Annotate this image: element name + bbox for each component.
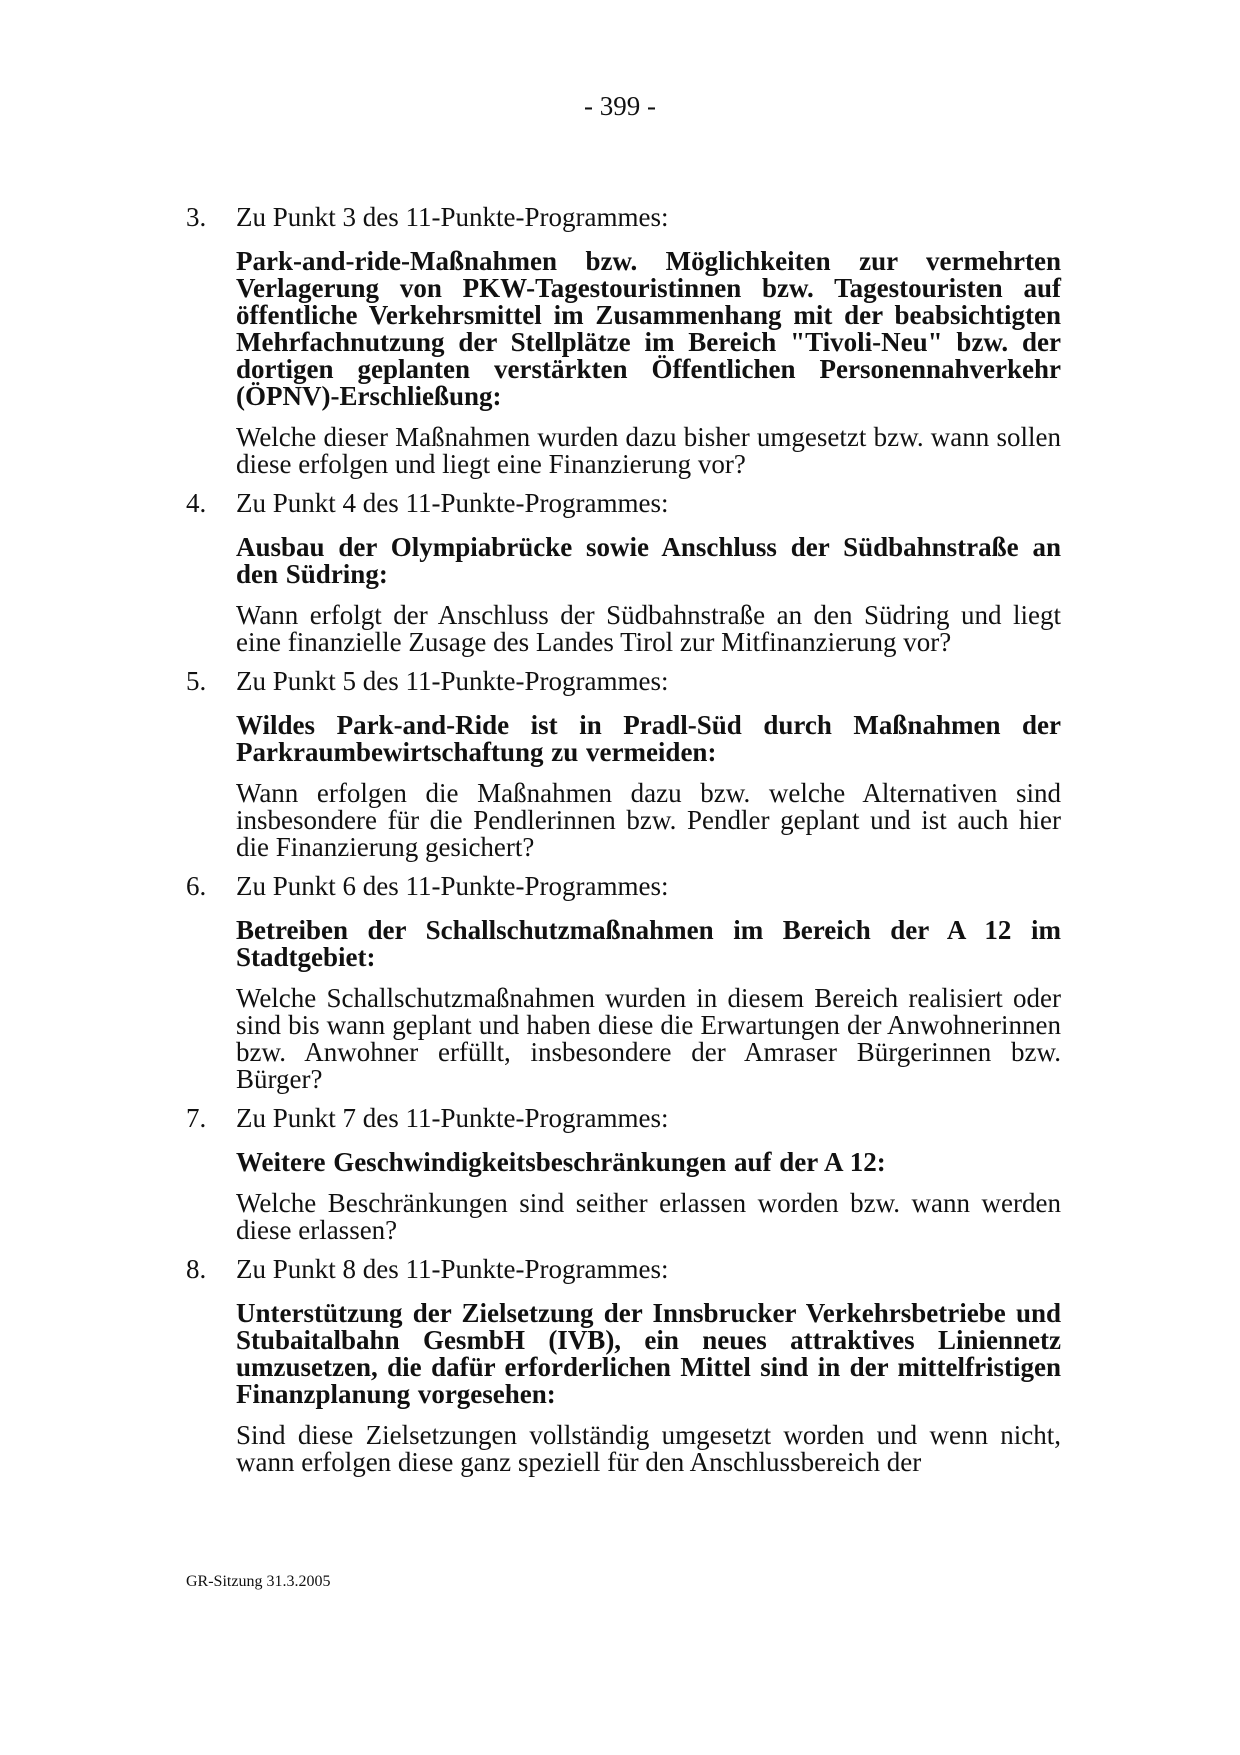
footer-session-date: GR-Sitzung 31.3.2005 <box>186 1573 331 1590</box>
item-topic: Betreiben der Schallschutzmaßnahmen im Bereich der A 12 im Stadtgebiet: <box>236 915 1061 972</box>
item-number: 7. <box>186 1103 207 1133</box>
item-list <box>186 204 1061 1488</box>
item-number: 8. <box>186 1254 207 1284</box>
item-question: Wann erfolgt der Anschluss der Südbahnstraße an den Südring und liegt eine finanzielle Zusage des Landes Tirol zur Mitfinanzierung vor? <box>236 600 1061 657</box>
item-topic: Unterstützung der Zielsetzung der Innsbrucker Verkehrsbetriebe und Stubaitalbahn GesmbH (IVB), ein neues attraktives Liniennetz umzusetzen, die dafür erforderlichen Mittel sind in der mittelfristigen Finanzplanung vorgesehen: <box>236 1298 1061 1409</box>
list-item-3 <box>186 204 1061 478</box>
item-topic: Park-and-ride-Maßnahmen bzw. Möglichkeiten zur vermehrten Verlagerung von PKW-Tagestouristinnen bzw. Tagestouristen auf öffentliche Verkehrsmittel im Zusammenhang mit der beabsichtigten Mehrfachnutzung der Stellplätze im Bereich "Tivoli-Neu" bzw. der dortigen geplanten verstärkten Öffentlichen Personennahverkehr (ÖPNV)-Erschließung: <box>236 246 1061 411</box>
item-question: Welche dieser Maßnahmen wurden dazu bisher umgesetzt bzw. wann sollen diese erfolgen und liegt eine Finanzierung vor? <box>236 422 1061 479</box>
item-topic: Wildes Park-and-Ride ist in Pradl-Süd durch Maßnahmen der Parkraumbewirtschaftung zu vermeiden: <box>236 710 1061 767</box>
item-question: Welche Schallschutzmaßnahmen wurden in diesem Bereich realisiert oder sind bis wann geplant und haben diese die Erwartungen der Anwohnerinnen bzw. Anwohner erfüllt, insbesondere der Amraser Bürgerinnen bzw. Bürger? <box>236 983 1061 1094</box>
item-topic: Weitere Geschwindigkeitsbeschränkungen auf der A 12: <box>236 1147 886 1177</box>
item-question: Welche Beschränkungen sind seither erlassen worden bzw. wann werden diese erlassen? <box>236 1188 1061 1245</box>
item-intro: Zu Punkt 8 des 11-Punkte-Programmes: <box>236 1254 669 1284</box>
item-intro: Zu Punkt 7 des 11-Punkte-Programmes: <box>236 1103 669 1133</box>
item-question: Wann erfolgen die Maßnahmen dazu bzw. welche Alternativen sind insbesondere für die Pendlerinnen bzw. Pendler geplant und ist auch hier die Finanzierung gesichert? <box>236 778 1061 862</box>
list-item-4 <box>186 490 1061 656</box>
item-number: 3. <box>186 202 207 232</box>
list-item-5 <box>186 668 1061 861</box>
list-item-8 <box>186 1256 1061 1476</box>
item-number: 5. <box>186 666 207 696</box>
item-number: 4. <box>186 488 207 518</box>
item-topic: Ausbau der Olympiabrücke sowie Anschluss der Südbahnstraße an den Südring: <box>236 532 1061 589</box>
item-number: 6. <box>186 871 207 901</box>
item-question: Sind diese Zielsetzungen vollständig umgesetzt worden und wenn nicht, wann erfolgen diese ganz speziell für den Anschlussbereich der <box>236 1420 1061 1477</box>
item-intro: Zu Punkt 6 des 11-Punkte-Programmes: <box>236 871 669 901</box>
page-number: - 399 - <box>584 91 656 121</box>
item-intro: Zu Punkt 3 des 11-Punkte-Programmes: <box>236 202 669 232</box>
item-intro: Zu Punkt 5 des 11-Punkte-Programmes: <box>236 666 669 696</box>
list-item-7 <box>186 1105 1061 1244</box>
list-item-6 <box>186 873 1061 1093</box>
item-intro: Zu Punkt 4 des 11-Punkte-Programmes: <box>236 488 669 518</box>
